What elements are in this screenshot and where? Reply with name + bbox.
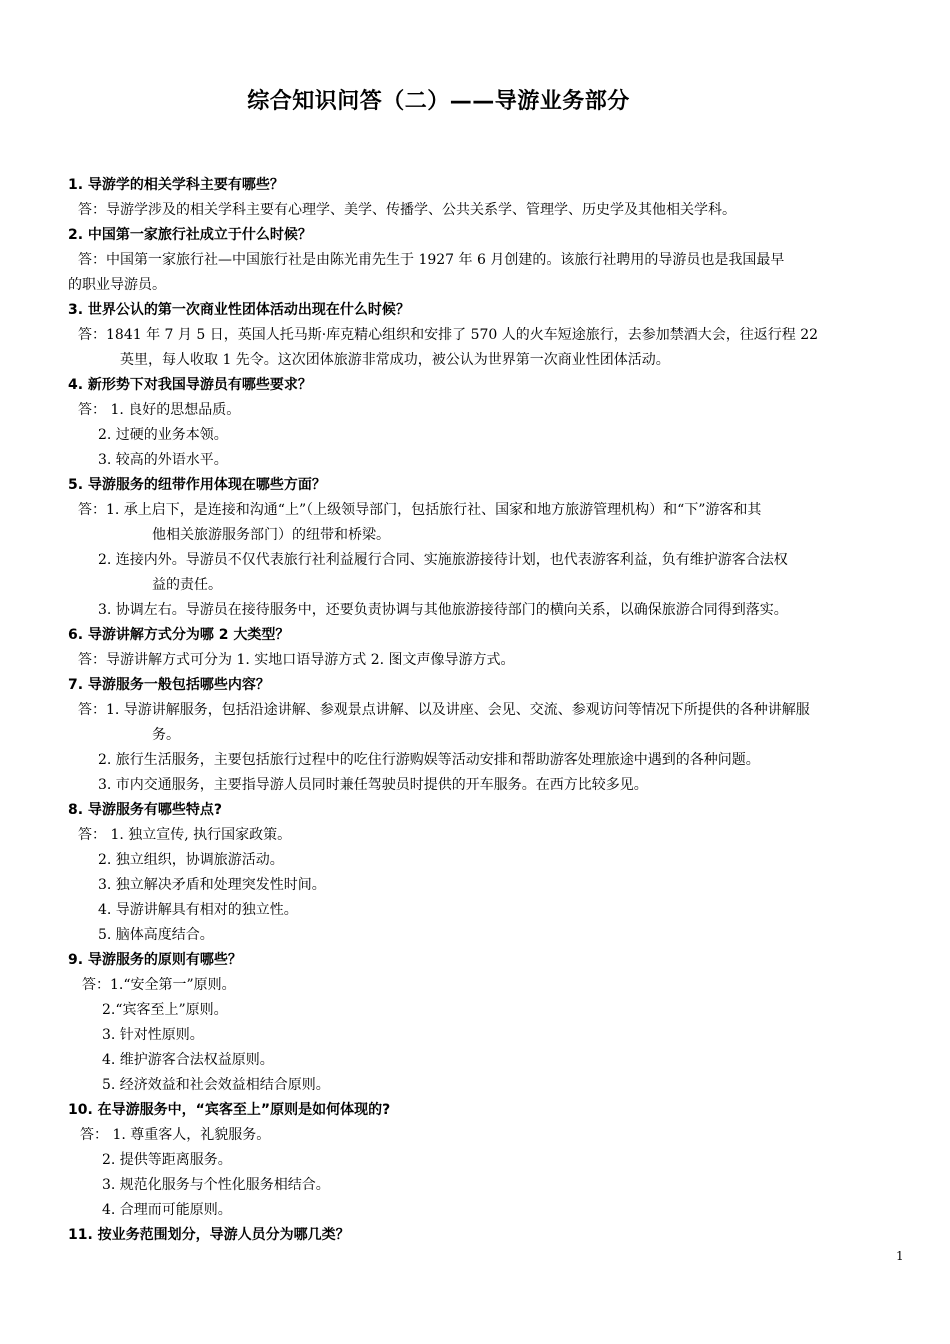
answer-line: 答： 1. 良好的思想品质。 bbox=[78, 402, 241, 418]
answer-line: 4. 合理而可能原则。 bbox=[102, 1202, 232, 1218]
answer-line: 答：1. 承上启下，是连接和沟通“上”（上级领导部门，包括旅行社、国家和地方旅游管理机构）和“下”游客和其 bbox=[78, 502, 762, 518]
question-9: 9. 导游服务的原则有哪些？ bbox=[68, 952, 242, 968]
answer-line: 3. 协调左右。导游员在接待服务中，还要负责协调与其他旅游接待部门的横向关系，以确保旅游合同得到落实。 bbox=[98, 602, 788, 618]
qa-content bbox=[68, 173, 908, 1248]
question-11: 11. 按业务范围划分，导游人员分为哪几类？ bbox=[68, 1227, 350, 1243]
answer-line: 2. 独立组织，协调旅游活动。 bbox=[98, 852, 284, 868]
question-3: 3. 世界公认的第一次商业性团体活动出现在什么时候？ bbox=[68, 302, 410, 318]
answer-line: 2. 过硬的业务本领。 bbox=[98, 427, 228, 443]
answer-line: 2. 提供等距离服务。 bbox=[102, 1152, 232, 1168]
page-number: 1 bbox=[896, 1249, 904, 1263]
question-4: 4. 新形势下对我国导游员有哪些要求？ bbox=[68, 377, 312, 393]
question-2: 2. 中国第一家旅行社成立于什么时候？ bbox=[68, 227, 312, 243]
answer-line: 答： 1. 独立宣传, 执行国家政策。 bbox=[78, 827, 292, 843]
answer-line: 益的责任。 bbox=[152, 577, 222, 593]
answer-line: 英里，每人收取 1 先令。这次团体旅游非常成功，被公认为世界第一次商业性团体活动。 bbox=[120, 352, 670, 368]
question-1: 1. 导游学的相关学科主要有哪些？ bbox=[68, 177, 284, 193]
answer-line: 2. 连接内外。导游员不仅代表旅行社利益履行合同、实施旅游接待计划，也代表游客利益，负有维护游客合法权 bbox=[98, 552, 788, 568]
question-8: 8. 导游服务有哪些特点? bbox=[68, 802, 223, 818]
answer-line: 5. 脑体高度结合。 bbox=[98, 927, 214, 943]
answer-line: 3. 独立解决矛盾和处理突发性时间。 bbox=[98, 877, 326, 893]
answer-line: 答：1. 导游讲解服务，包括沿途讲解、参观景点讲解、以及讲座、会见、交流、参观访问等情况下所提供的各种讲解服 bbox=[78, 702, 810, 718]
answer-line: 5. 经济效益和社会效益相结合原则。 bbox=[102, 1077, 330, 1093]
answer-line: 答：导游学涉及的相关学科主要有心理学、美学、传播学、公共关系学、管理学、历史学及其他相关学科。 bbox=[78, 202, 736, 218]
answer-line: 4. 维护游客合法权益原则。 bbox=[102, 1052, 274, 1068]
answer-line: 2.“宾客至上”原则。 bbox=[102, 1002, 228, 1018]
question-10: 10. 在导游服务中，“宾客至上”原则是如何体现的? bbox=[68, 1102, 391, 1118]
question-7: 7. 导游服务一般包括哪些内容？ bbox=[68, 677, 270, 693]
answer-line: 答： 1. 尊重客人，礼貌服务。 bbox=[80, 1127, 271, 1143]
answer-line: 务。 bbox=[152, 727, 180, 743]
answer-line: 3. 较高的外语水平。 bbox=[98, 452, 228, 468]
answer-line: 他相关旅游服务部门）的纽带和桥梁。 bbox=[152, 527, 390, 543]
answer-line: 答：中国第一家旅行社—中国旅行社是由陈光甫先生于 1927 年 6 月创建的。该旅行社聘用的导游员也是我国最早 bbox=[78, 252, 785, 268]
question-6: 6. 导游讲解方式分为哪 2 大类型？ bbox=[68, 627, 290, 643]
answer-line: 答：1.“安全第一”原则。 bbox=[82, 977, 236, 993]
question-5: 5. 导游服务的纽带作用体现在哪些方面？ bbox=[68, 477, 326, 493]
answer-line: 答：1841 年 7 月 5 日，英国人托马斯·库克精心组织和安排了 570 人的火车短途旅行，去参加禁酒大会，往返行程 22 bbox=[78, 327, 819, 343]
answer-line: 答：导游讲解方式可分为 1. 实地口语导游方式 2. 图文声像导游方式。 bbox=[78, 652, 515, 668]
answer-line: 2. 旅行生活服务，主要包括旅行过程中的吃住行游购娱等活动安排和帮助游客处理旅途中遇到的各种问题。 bbox=[98, 752, 760, 768]
answer-line: 3. 规范化服务与个性化服务相结合。 bbox=[102, 1177, 330, 1193]
answer-line: 4. 导游讲解具有相对的独立性。 bbox=[98, 902, 298, 918]
answer-line: 的职业导游员。 bbox=[68, 277, 166, 293]
document-title: 综合知识问答（二）——导游业务部分 bbox=[247, 89, 630, 114]
answer-line: 3. 针对性原则。 bbox=[102, 1027, 204, 1043]
answer-line: 3. 市内交通服务，主要指导游人员同时兼任驾驶员时提供的开车服务。在西方比较多见。 bbox=[98, 777, 648, 793]
